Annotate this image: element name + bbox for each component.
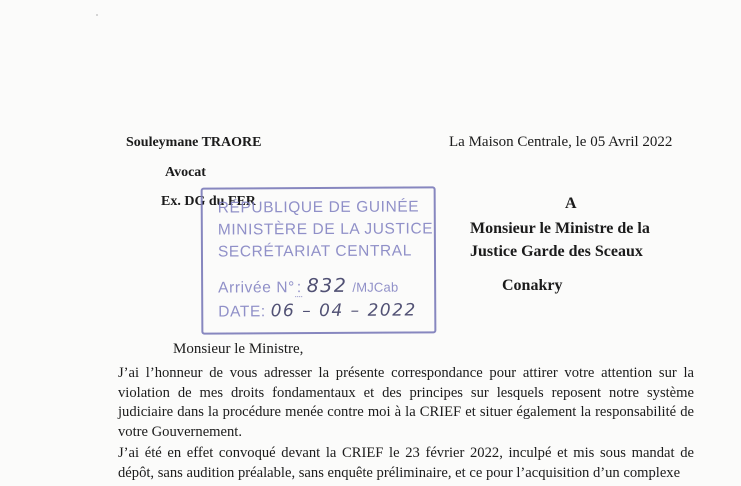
recipient-line-1: Monsieur le Ministre de la [470, 220, 650, 237]
stamp-line-3: SECRÉTARIAT CENTRAL [217, 242, 412, 261]
recipient-line-2: Justice Garde des Sceaux [470, 243, 643, 260]
recipient-city: Conakry [502, 277, 563, 294]
place-date: La Maison Centrale, le 05 Avril 2022 [449, 134, 673, 150]
stamp-arrival-row: Arrivée N° : 832 /MJCab [218, 274, 399, 298]
scan-speck [96, 14, 98, 16]
paragraph-2: J’ai été en effet convoqué devant la CRIEF le 23 février 2022, inculpé et mis sous mandat de dépôt, sans audition préalable, sans enquête préliminaire, et ce pour l’acquisition d’un complexe [118, 445, 694, 481]
salutation: Monsieur le Ministre, [173, 341, 304, 357]
stamp-date-row [218, 300, 417, 321]
sender-former-role: Ex. DG du FER [161, 194, 256, 209]
stamp-date-label: DATE: [218, 303, 266, 321]
paragraph-1: J’ai l’honneur de vous adresser la présente correspondance pour attirer votre attention sur la violation de mes droits fondamentaux et des principes sur lesquels reposent notre système judiciaire dans la procédure menée contre moi à la CRIEF et situer également la responsabilité de votre Gouvernement. [118, 365, 694, 440]
sender-name: Souleymane TRAORE [126, 135, 262, 150]
stamp-arrival-suffix: /MJCab [352, 279, 399, 295]
stamp-line-2: MINISTÈRE DE LA JUSTICE [217, 220, 434, 239]
recipient-to: A [565, 195, 577, 212]
stamp-arrival-number: 832 [306, 274, 348, 298]
stamp-date-value: 06 – 04 – 2022 [270, 300, 417, 322]
sender-title: Avocat [165, 165, 206, 180]
stamp-line-1: RÉPUBLIQUE DE GUINÉE [217, 198, 420, 217]
stamp-arrival-label: Arrivée N° [218, 279, 295, 297]
ministry-stamp [201, 186, 437, 334]
